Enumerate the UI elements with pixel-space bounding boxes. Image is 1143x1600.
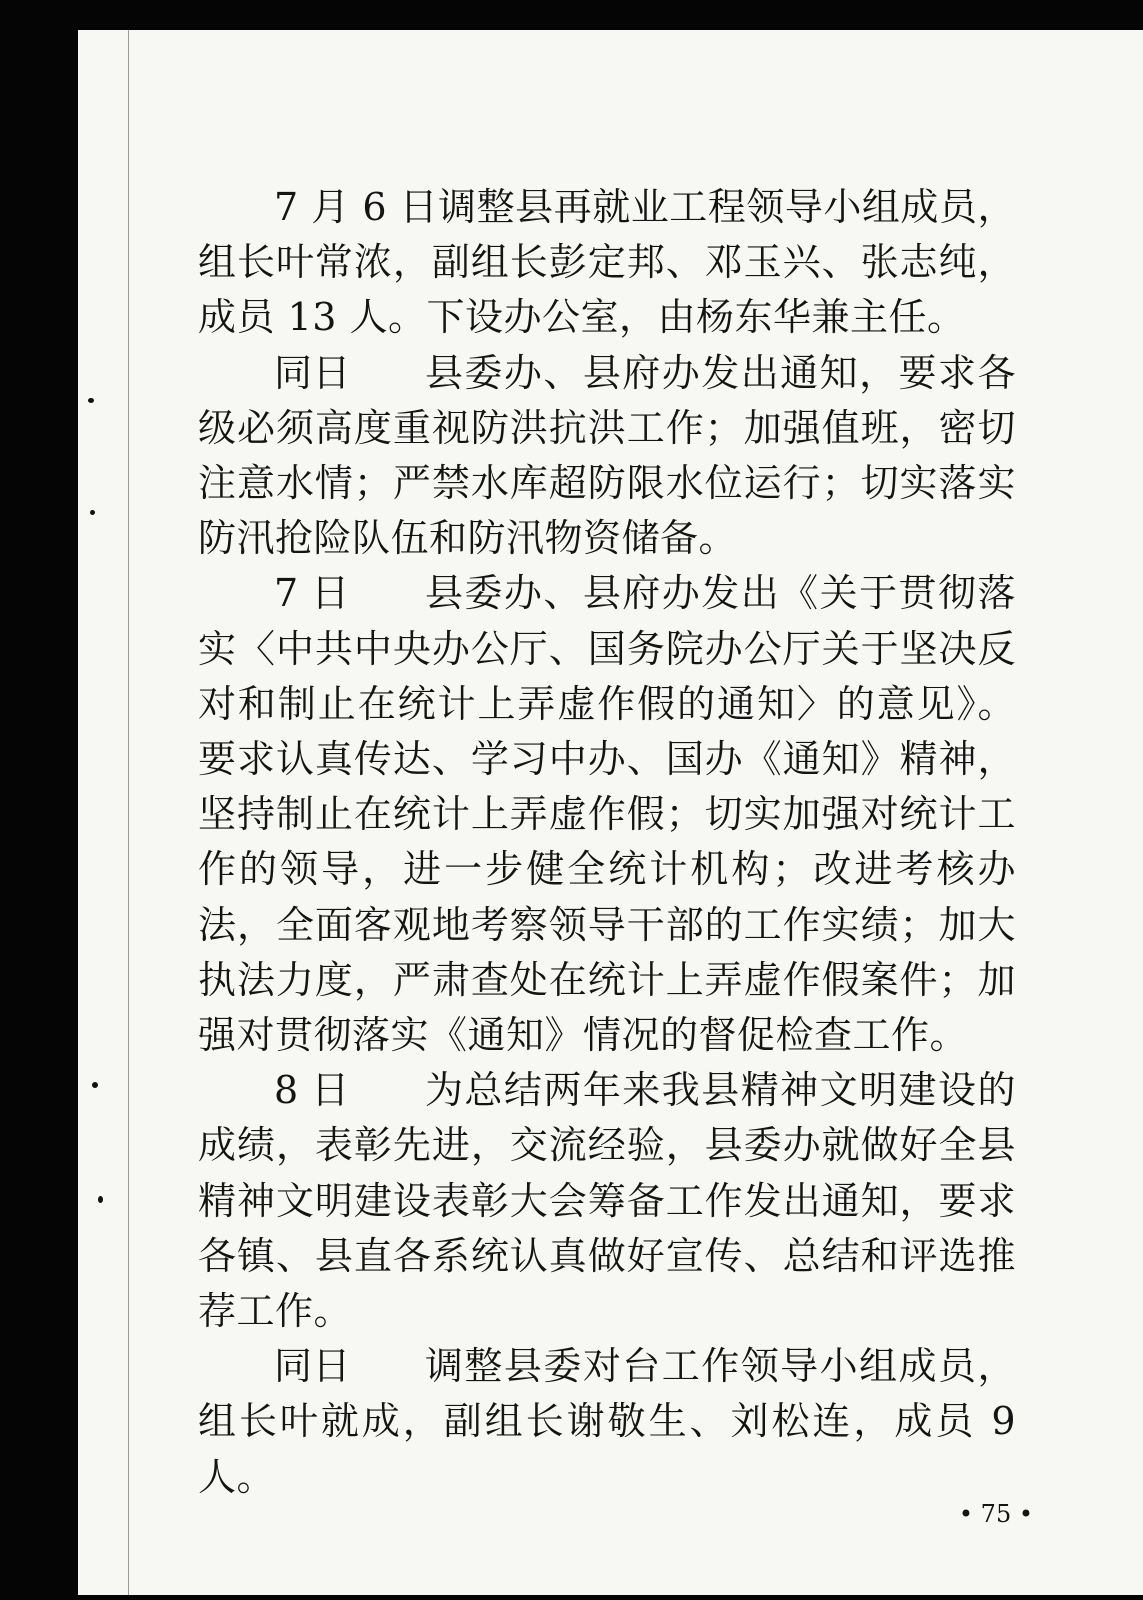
scan-speck: [92, 1082, 98, 1088]
scanned-page: [78, 30, 1143, 1595]
entry-text: 调整县再就业工程领导小组成员，组长叶常浓，副组长彭定邦、邓玉兴、张志纯，成员 13 人。下设办公室，由杨东华兼主任。: [198, 185, 1016, 340]
entry-date: 同日: [274, 350, 352, 395]
entry-text: 为总结两年来我县精神文明建设的成绩，表彰先进，交流经验，县委办就做好全县精神文明建设表彰大会筹备工作发出通知，要求各镇、县直各系统认真做好宣传、总结和评选推荐工作。: [198, 1068, 1016, 1334]
entry-text: 调整县委对台工作领导小组成员，组长叶就成，副组长谢敬生、刘松连，成员 9 人。: [198, 1344, 1016, 1499]
scan-speck: [88, 398, 94, 403]
entry-text: 县委办、县府办发出通知，要求各级必须高度重视防洪抗洪工作；加强值班，密切注意水情；严禁水库超防限水位运行；切实落实防汛抢险队伍和防汛物资储备。: [198, 350, 1016, 561]
entry-date: 7 月 6 日: [274, 185, 439, 229]
scan-speck: [90, 510, 95, 515]
entry-paragraph: [198, 1063, 1016, 1339]
entry-date: 7 日: [274, 571, 350, 616]
page-number: • 75 •: [958, 1500, 1033, 1528]
chronicle-body: [198, 180, 1016, 1505]
entry-paragraph: [198, 346, 1016, 567]
entry-paragraph: [198, 566, 1016, 1063]
entry-paragraph: [198, 180, 1016, 346]
entry-date: 同日: [274, 1344, 352, 1389]
entry-date: 8 日: [274, 1068, 350, 1113]
entry-paragraph: [198, 1339, 1016, 1505]
scan-speck: [98, 1196, 103, 1203]
entry-text: 县委办、县府办发出《关于贯彻落实〈中共中央办公厅、国务院办公厅关于坚决反对和制止在统计上弄虚作假的通知〉的意见》。要求认真传达、学习中办、国办《通知》精神，坚持制止在统计上弄虚作假；切实加强对统计工作的领导，进一步健全统计机构；改进考核办法，全面客观地考察领导干部的工作实绩；加大执法力度，严肃查处在统计上弄虚作假案件；加强对贯彻落实《通知》情况的督促检查工作。: [198, 571, 1016, 1058]
margin-rule: [128, 30, 129, 1595]
